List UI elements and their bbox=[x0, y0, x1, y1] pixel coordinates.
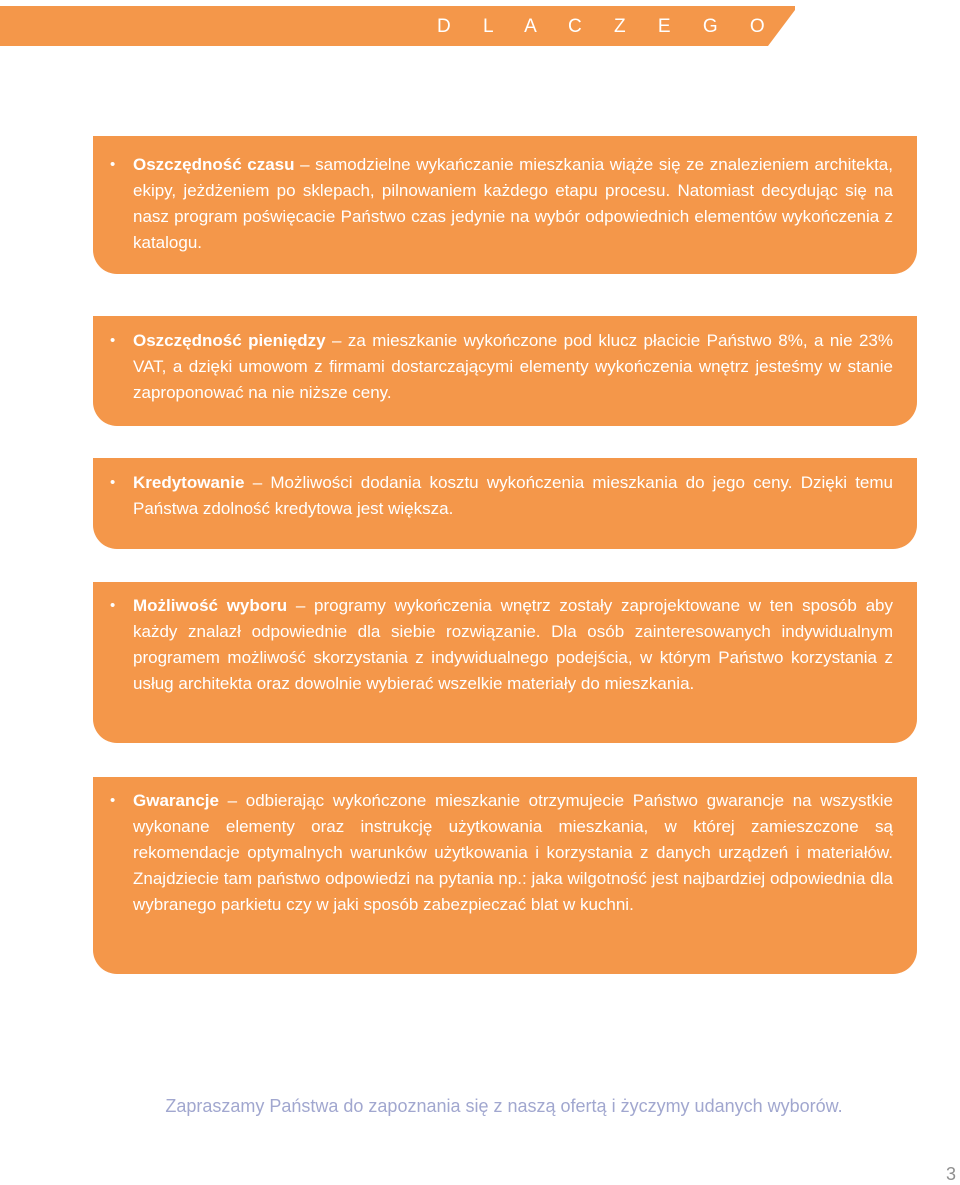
dash: – bbox=[325, 331, 348, 350]
bullet-icon: • bbox=[110, 597, 116, 614]
section-heading: Oszczędność pieniędzy bbox=[133, 331, 326, 350]
footer-invitation: Zapraszamy Państwa do zapoznania się z naszą ofertą i życzymy udanych wyborów. bbox=[165, 1096, 843, 1116]
section-heading: Kredytowanie bbox=[133, 473, 245, 492]
bullet-icon: • bbox=[110, 156, 116, 173]
page-title: D L A C Z E G O ? bbox=[437, 16, 822, 37]
section-body: za mieszkanie wykończone pod klucz płacicie Państwo 8%, a nie 23% VAT, a dzięki umowom z firmami dostarczającymi elementy wykończenia wnętrz jesteśmy w stanie zaproponować na nie niższe ceny. bbox=[133, 331, 893, 402]
section-money-savings bbox=[93, 316, 917, 426]
bullet-icon: • bbox=[110, 474, 116, 491]
page-number: 3 bbox=[945, 1164, 956, 1184]
section-text bbox=[133, 788, 893, 918]
section-choice bbox=[93, 582, 917, 743]
section-text bbox=[133, 593, 893, 697]
bullet-icon: • bbox=[110, 792, 116, 809]
section-heading: Oszczędność czasu bbox=[133, 155, 295, 174]
dash: – bbox=[244, 473, 271, 492]
section-credit bbox=[93, 458, 917, 549]
section-body: samodzielne wykańczanie mieszkania wiąże się ze znalezieniem architekta, ekipy, jeżdżeniem po sklepach, pilnowaniem każdego etapu procesu. Natomiast decydując się na nasz program poświęcacie Państwo czas jedynie na wybór odpowiednich elementów wykończenia z katalogu. bbox=[133, 155, 893, 252]
section-time-savings bbox=[93, 136, 917, 274]
section-text bbox=[133, 152, 893, 256]
bullet-icon: • bbox=[110, 332, 116, 349]
section-body: Możliwości dodania kosztu wykończenia mieszkania do jego ceny. Dzięki temu Państwa zdolność kredytowa jest większa. bbox=[133, 473, 893, 518]
dash: – bbox=[294, 155, 316, 174]
section-text bbox=[133, 470, 893, 522]
section-text bbox=[133, 328, 893, 406]
section-warranty bbox=[93, 777, 917, 974]
section-heading: Gwarancje bbox=[133, 791, 219, 810]
section-body: programy wykończenia wnętrz zostały zaprojektowane w ten sposób aby każdy znalazł odpowiednie dla siebie rozwiązanie. Dla osób zainteresowanych indywidualnym programem możliwość skorzystania z indywidualnego podejścia, w którym Państwo korzystania z usług architekta oraz dowolnie wybierać wszelkie materiały do mieszkania. bbox=[133, 596, 894, 693]
dash: – bbox=[219, 791, 246, 810]
section-body: odbierając wykończone mieszkanie otrzymujecie Państwo gwarancje na wszystkie wykonane elementy oraz instrukcję użytkowania mieszkania, w której zamieszczone są rekomendacje optymalnych warunków użytkowania i korzystania z danych urządzeń i materiałów. Znajdziecie tam państwo odpowiedzi na pytania np.: jaka wilgotność jest najbardziej odpowiednia dla wybranego parkietu czy w jaki sposób zabezpieczać blat w kuchni. bbox=[133, 791, 893, 914]
dash: – bbox=[287, 596, 315, 615]
section-heading: Możliwość wyboru bbox=[133, 596, 288, 615]
